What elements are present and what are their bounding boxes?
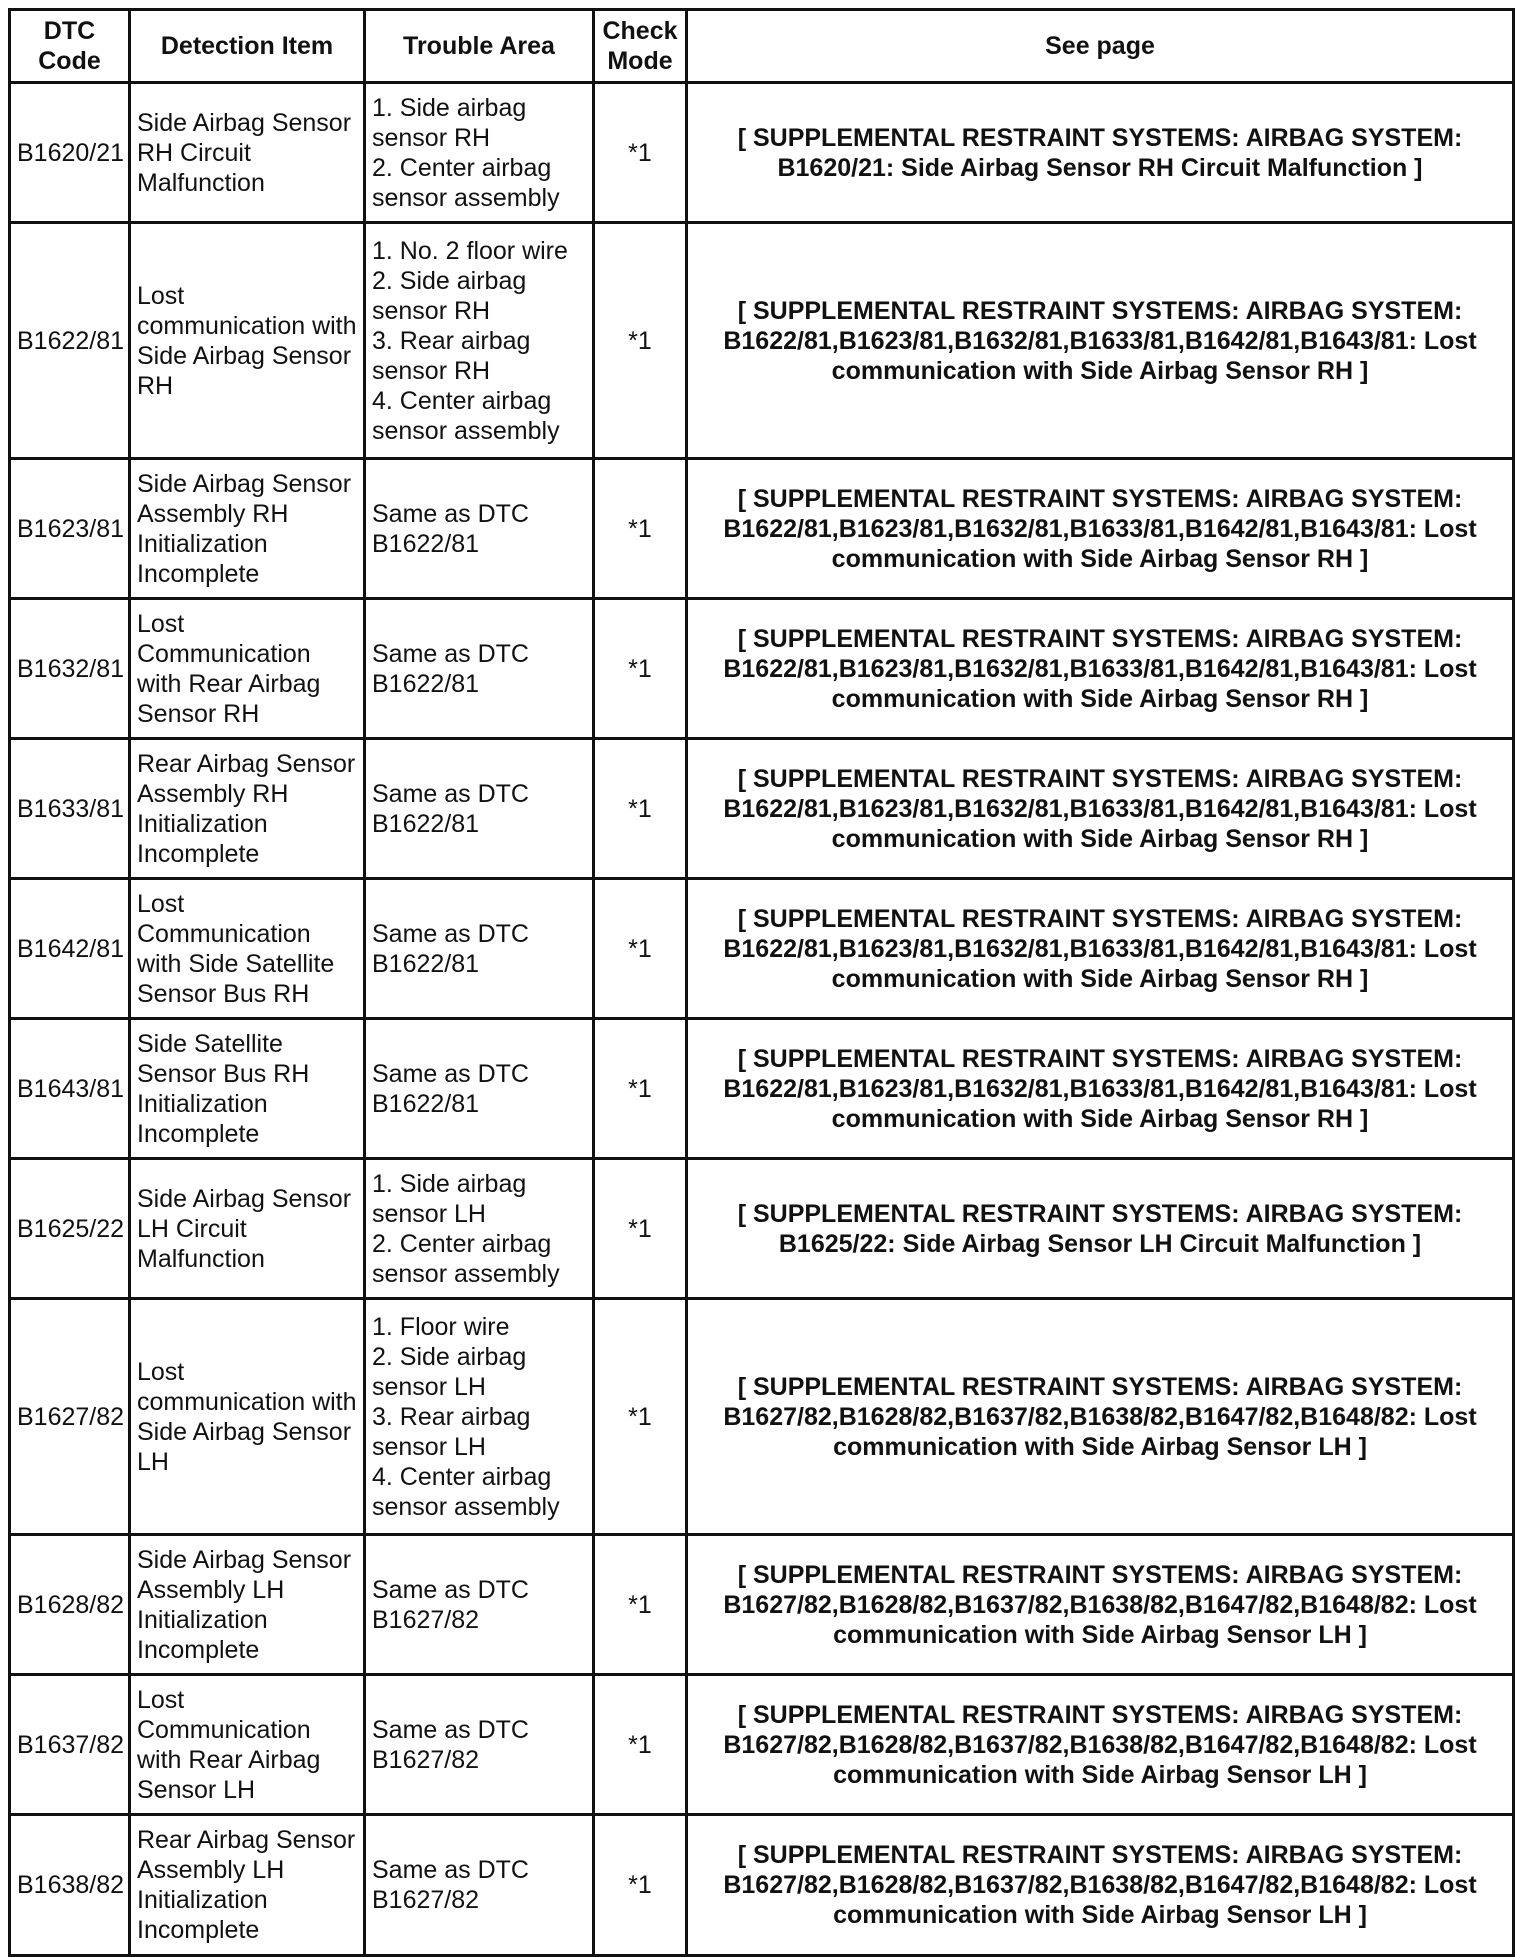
trouble-area-cell: Same as DTC B1622/81: [365, 879, 594, 1019]
dtc-code-cell: B1638/82: [10, 1815, 130, 1956]
dtc-code-cell: B1633/81: [10, 739, 130, 879]
detection-item-cell: Side Airbag Sensor Assembly LH Initialization Incomplete: [130, 1535, 365, 1675]
see-page-link[interactable]: [ SUPPLEMENTAL RESTRAINT SYSTEMS: AIRBAG SYSTEM: B1622/81,B1623/81,B1632/81,B1633/81,B1642/81,B1643/81: Lost communication with Side Airbag Sensor RH ]: [687, 879, 1514, 1019]
dtc-code-cell: B1642/81: [10, 879, 130, 1019]
detection-item-cell: Side Airbag Sensor LH Circuit Malfunction: [130, 1159, 365, 1299]
table-row: [10, 1159, 1514, 1299]
check-mode-cell: *1: [594, 739, 687, 879]
header-dtc-code: DTC Code: [10, 10, 130, 83]
see-page-link[interactable]: [ SUPPLEMENTAL RESTRAINT SYSTEMS: AIRBAG SYSTEM: B1627/82,B1628/82,B1637/82,B1638/82,B1647/82,B1648/82: Lost communication with Side Airbag Sensor LH ]: [687, 1299, 1514, 1535]
detection-item-cell: Lost Communication with Side Satellite Sensor Bus RH: [130, 879, 365, 1019]
table-row: [10, 223, 1514, 459]
trouble-area-cell: 1. Side airbag sensor LH 2. Center airbag sensor assembly: [365, 1159, 594, 1299]
detection-item-cell: Rear Airbag Sensor Assembly LH Initialization Incomplete: [130, 1815, 365, 1956]
table-row: [10, 739, 1514, 879]
check-mode-cell: *1: [594, 223, 687, 459]
dtc-code-cell: B1637/82: [10, 1675, 130, 1815]
header-see-page: See page: [687, 10, 1514, 83]
check-mode-cell: *1: [594, 599, 687, 739]
trouble-area-cell: Same as DTC B1627/82: [365, 1535, 594, 1675]
see-page-link[interactable]: [ SUPPLEMENTAL RESTRAINT SYSTEMS: AIRBAG SYSTEM: B1622/81,B1623/81,B1632/81,B1633/81,B1642/81,B1643/81: Lost communication with Side Airbag Sensor RH ]: [687, 599, 1514, 739]
detection-item-cell: Side Airbag Sensor Assembly RH Initialization Incomplete: [130, 459, 365, 599]
trouble-area-cell: Same as DTC B1627/82: [365, 1675, 594, 1815]
dtc-code-cell: B1632/81: [10, 599, 130, 739]
dtc-code-cell: B1625/22: [10, 1159, 130, 1299]
detection-item-cell: Rear Airbag Sensor Assembly RH Initialization Incomplete: [130, 739, 365, 879]
check-mode-cell: *1: [594, 1535, 687, 1675]
dtc-table: [8, 8, 1515, 1957]
table-row: [10, 1675, 1514, 1815]
table-row: [10, 1299, 1514, 1535]
detection-item-cell: Lost Communication with Rear Airbag Sensor RH: [130, 599, 365, 739]
check-mode-cell: *1: [594, 1675, 687, 1815]
see-page-link[interactable]: [ SUPPLEMENTAL RESTRAINT SYSTEMS: AIRBAG SYSTEM: B1622/81,B1623/81,B1632/81,B1633/81,B1642/81,B1643/81: Lost communication with Side Airbag Sensor RH ]: [687, 739, 1514, 879]
dtc-code-cell: B1622/81: [10, 223, 130, 459]
detection-item-cell: Lost communication with Side Airbag Sensor LH: [130, 1299, 365, 1535]
dtc-code-cell: B1620/21: [10, 83, 130, 223]
check-mode-cell: *1: [594, 83, 687, 223]
trouble-area-cell: Same as DTC B1622/81: [365, 599, 594, 739]
see-page-link[interactable]: [ SUPPLEMENTAL RESTRAINT SYSTEMS: AIRBAG SYSTEM: B1625/22: Side Airbag Sensor LH Circuit Malfunction ]: [687, 1159, 1514, 1299]
dtc-code-cell: B1628/82: [10, 1535, 130, 1675]
trouble-area-cell: 1. No. 2 floor wire 2. Side airbag sensor RH 3. Rear airbag sensor RH 4. Center airbag sensor assembly: [365, 223, 594, 459]
header-row: [10, 10, 1514, 83]
table-row: [10, 599, 1514, 739]
detection-item-cell: Side Airbag Sensor RH Circuit Malfunction: [130, 83, 365, 223]
table-row: [10, 879, 1514, 1019]
check-mode-cell: *1: [594, 879, 687, 1019]
trouble-area-cell: Same as DTC B1627/82: [365, 1815, 594, 1956]
dtc-code-cell: B1643/81: [10, 1019, 130, 1159]
check-mode-cell: *1: [594, 1159, 687, 1299]
trouble-area-cell: Same as DTC B1622/81: [365, 459, 594, 599]
see-page-link[interactable]: [ SUPPLEMENTAL RESTRAINT SYSTEMS: AIRBAG SYSTEM: B1627/82,B1628/82,B1637/82,B1638/82,B1647/82,B1648/82: Lost communication with Side Airbag Sensor LH ]: [687, 1535, 1514, 1675]
dtc-code-cell: B1627/82: [10, 1299, 130, 1535]
see-page-link[interactable]: [ SUPPLEMENTAL RESTRAINT SYSTEMS: AIRBAG SYSTEM: B1622/81,B1623/81,B1632/81,B1633/81,B1642/81,B1643/81: Lost communication with Side Airbag Sensor RH ]: [687, 459, 1514, 599]
dtc-code-cell: B1623/81: [10, 459, 130, 599]
see-page-link[interactable]: [ SUPPLEMENTAL RESTRAINT SYSTEMS: AIRBAG SYSTEM: B1622/81,B1623/81,B1632/81,B1633/81,B1642/81,B1643/81: Lost communication with Side Airbag Sensor RH ]: [687, 1019, 1514, 1159]
header-check-mode: Check Mode: [594, 10, 687, 83]
check-mode-cell: *1: [594, 1815, 687, 1956]
see-page-link[interactable]: [ SUPPLEMENTAL RESTRAINT SYSTEMS: AIRBAG SYSTEM: B1620/21: Side Airbag Sensor RH Circuit Malfunction ]: [687, 83, 1514, 223]
trouble-area-cell: 1. Floor wire 2. Side airbag sensor LH 3. Rear airbag sensor LH 4. Center airbag sensor assembly: [365, 1299, 594, 1535]
detection-item-cell: Lost Communication with Rear Airbag Sensor LH: [130, 1675, 365, 1815]
header-detection-item: Detection Item: [130, 10, 365, 83]
table-row: [10, 459, 1514, 599]
dtc-table-body: [10, 83, 1514, 1956]
trouble-area-cell: Same as DTC B1622/81: [365, 739, 594, 879]
check-mode-cell: *1: [594, 1299, 687, 1535]
table-row: [10, 83, 1514, 223]
see-page-link[interactable]: [ SUPPLEMENTAL RESTRAINT SYSTEMS: AIRBAG SYSTEM: B1627/82,B1628/82,B1637/82,B1638/82,B1647/82,B1648/82: Lost communication with Side Airbag Sensor LH ]: [687, 1675, 1514, 1815]
see-page-link[interactable]: [ SUPPLEMENTAL RESTRAINT SYSTEMS: AIRBAG SYSTEM: B1622/81,B1623/81,B1632/81,B1633/81,B1642/81,B1643/81: Lost communication with Side Airbag Sensor RH ]: [687, 223, 1514, 459]
detection-item-cell: Side Satellite Sensor Bus RH Initialization Incomplete: [130, 1019, 365, 1159]
header-trouble-area: Trouble Area: [365, 10, 594, 83]
trouble-area-cell: Same as DTC B1622/81: [365, 1019, 594, 1159]
table-row: [10, 1815, 1514, 1956]
detection-item-cell: Lost communication with Side Airbag Sensor RH: [130, 223, 365, 459]
see-page-link[interactable]: [ SUPPLEMENTAL RESTRAINT SYSTEMS: AIRBAG SYSTEM: B1627/82,B1628/82,B1637/82,B1638/82,B1647/82,B1648/82: Lost communication with Side Airbag Sensor LH ]: [687, 1815, 1514, 1956]
check-mode-cell: *1: [594, 1019, 687, 1159]
table-row: [10, 1535, 1514, 1675]
trouble-area-cell: 1. Side airbag sensor RH 2. Center airbag sensor assembly: [365, 83, 594, 223]
table-row: [10, 1019, 1514, 1159]
check-mode-cell: *1: [594, 459, 687, 599]
